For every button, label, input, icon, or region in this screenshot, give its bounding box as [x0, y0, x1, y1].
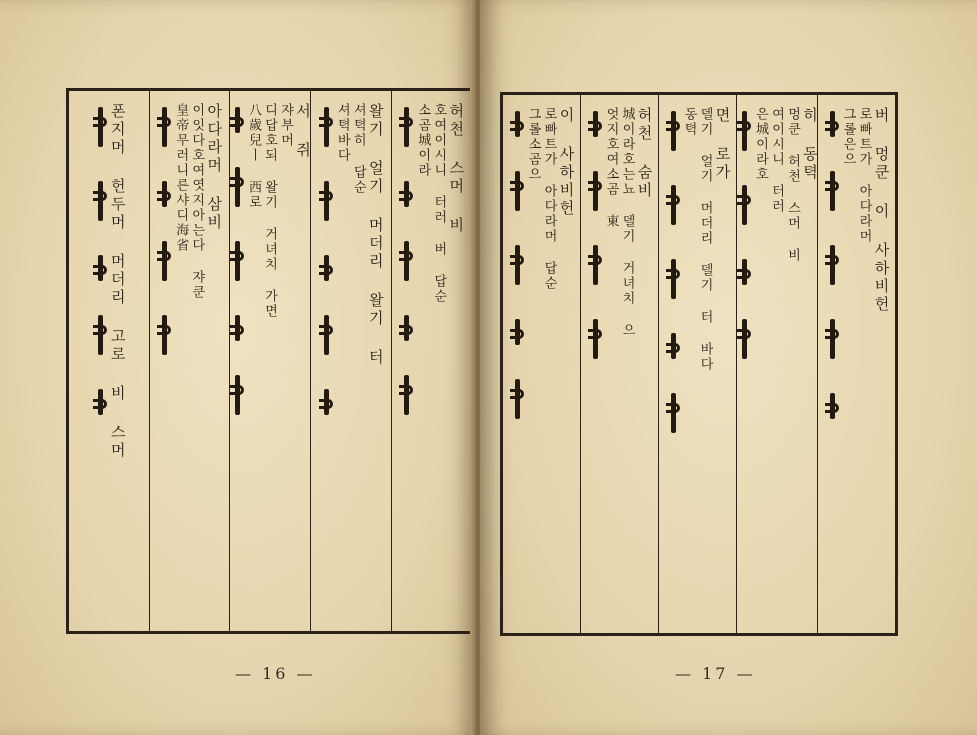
korean-line: 디답호되 왈기 거녀치 가면: [262, 103, 277, 319]
korean-line: 엇지호여소곰 東: [603, 107, 619, 229]
text-column: [149, 91, 230, 631]
text-column: [580, 95, 658, 633]
korean-line: 이잇다호여엿지아는다 쟈쿤: [189, 103, 205, 300]
mongolian-script: [93, 103, 107, 631]
korean-line: 쟈부머: [278, 103, 293, 148]
left-text-frame: [66, 88, 474, 634]
page-number: — 17 —: [675, 664, 756, 683]
korean-line: 이 사하비헌: [557, 107, 576, 218]
korean-line: 셔텩히 답순: [350, 103, 366, 195]
korean-line: 폰지머 헌두머 머더리 고로 비 스머: [108, 103, 127, 460]
korean-line: 허천 스머 비: [447, 103, 466, 235]
left-page: [0, 0, 476, 735]
mongolian-script: [666, 107, 680, 633]
mongolian-script: [399, 103, 413, 631]
korean-line: 그롤은으: [840, 107, 856, 167]
right-text-frame: [500, 92, 898, 636]
text-column: [736, 95, 817, 633]
korean-line: 皇帝무러니른샤디海省: [173, 103, 189, 253]
korean-line: 여이시니 터러: [769, 107, 784, 214]
text-column: [229, 91, 310, 631]
mongolian-script: [319, 103, 333, 631]
right-page: [480, 0, 977, 735]
korean-line: 멍쿤 허천 스머 비: [785, 107, 800, 263]
korean-line: 로빠트가 아다라머: [856, 107, 872, 244]
korean-line: 히 동텩: [801, 107, 819, 182]
text-column: [69, 91, 149, 631]
korean-line: 호여이시니 터러 버 답순: [431, 103, 447, 304]
korean-line: 버 멍쿤 이 사하비헌: [872, 107, 891, 314]
text-column: [310, 91, 391, 631]
text-column: [817, 95, 895, 633]
korean-line: 면 로가: [713, 107, 732, 182]
mongolian-script: [588, 107, 602, 633]
page-number: — 16 —: [235, 664, 316, 683]
korean-line: 소곰城이라: [415, 103, 431, 178]
korean-line: 城이라호는뇨 델기 거녀치 으: [619, 107, 635, 338]
korean-line: 왈기 얼기 머더리 왈기 터: [366, 103, 385, 367]
mongolian-script: [737, 107, 751, 633]
mongolian-script: [157, 103, 171, 631]
korean-line: 델기 얼기 머더리 델기 터 바다: [697, 107, 713, 372]
korean-line: 로빠트가 아다라머 답순: [541, 107, 557, 291]
mongolian-script: [510, 107, 524, 633]
korean-line: 아다라머 삼비: [205, 103, 224, 232]
korean-line: 동텩: [681, 107, 697, 137]
mongolian-script: [230, 103, 244, 631]
text-column: [391, 91, 472, 631]
text-column: [658, 95, 736, 633]
mongolian-script: [825, 107, 839, 633]
korean-line: 八歲兒ㅣ 西로: [246, 103, 261, 210]
korean-line: 은城이라호: [753, 107, 768, 182]
korean-line: 셔텩바다: [334, 103, 350, 163]
korean-line: 그롤소곰으: [525, 107, 541, 182]
text-column: [503, 95, 580, 633]
korean-line: 서 쥐: [294, 103, 312, 160]
korean-line: 허천 숨비: [635, 107, 654, 200]
